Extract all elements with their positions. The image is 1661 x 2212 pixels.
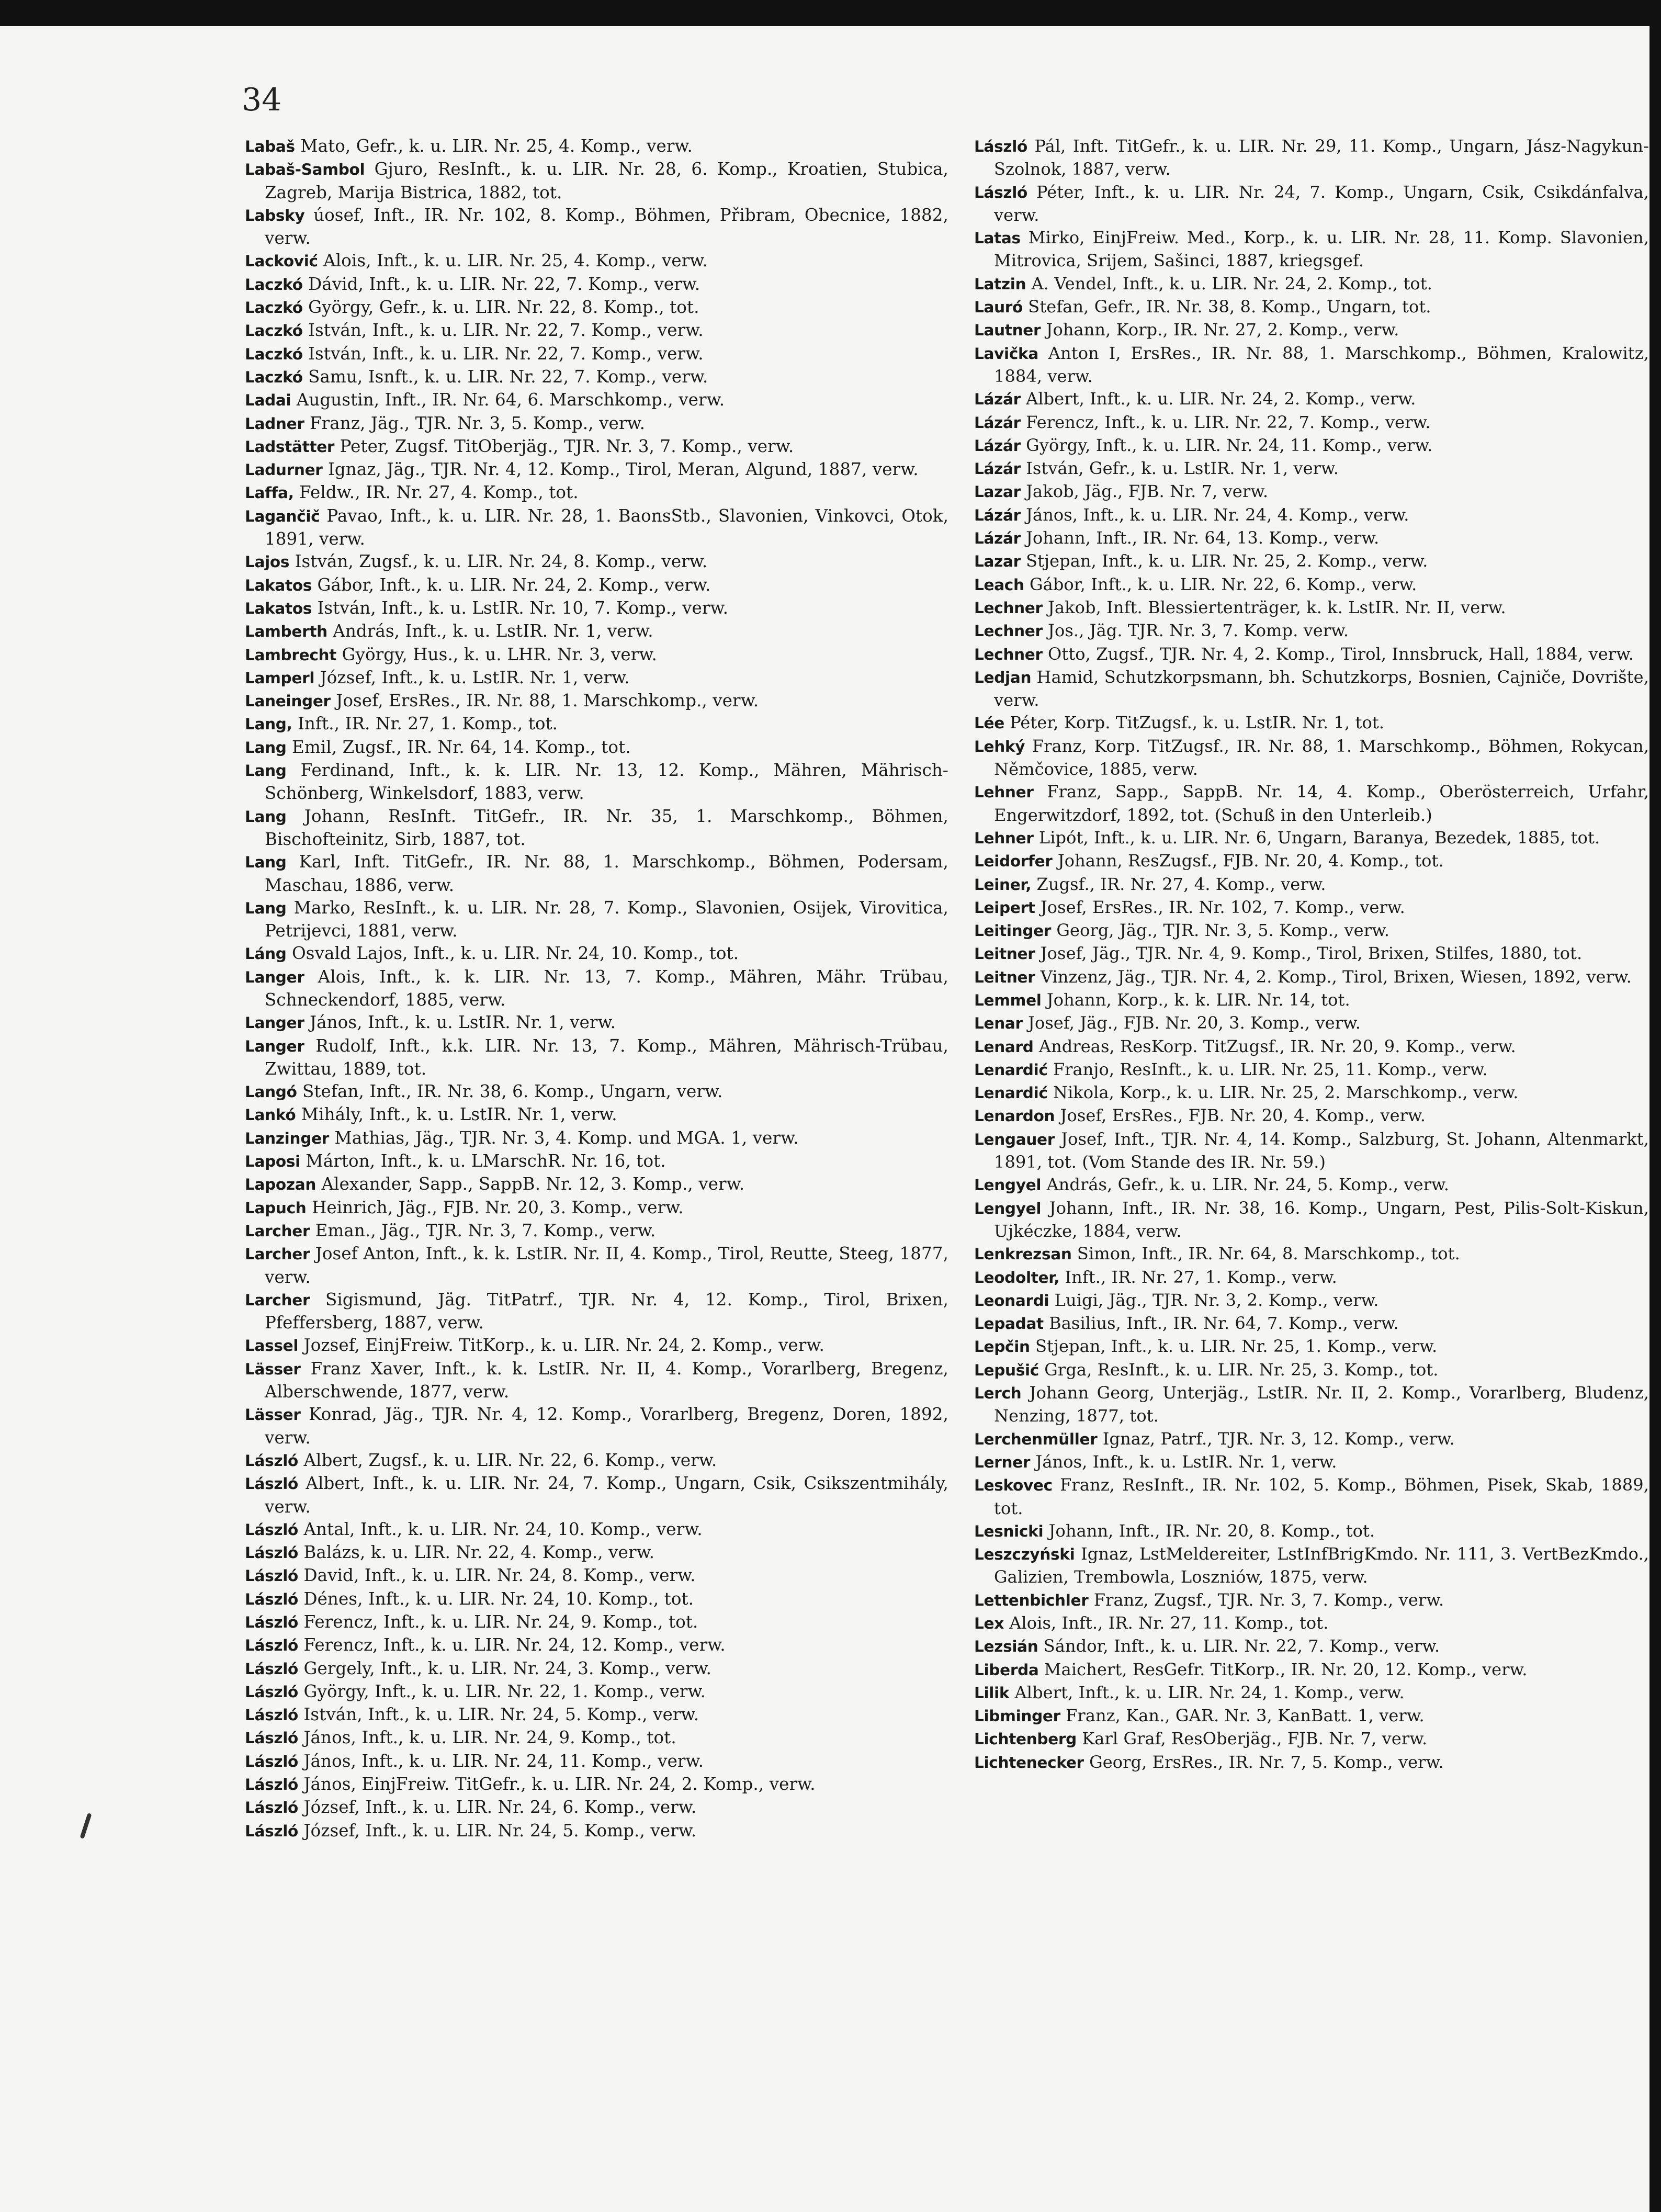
entry-surname: Ledjan: [974, 668, 1032, 686]
entry-details: Josef, Jäg., FJB. Nr. 20, 3. Komp., verw.: [1022, 1013, 1361, 1033]
entry-details: Mathias, Jäg., TJR. Nr. 3, 4. Komp. und MGA. 1, verw.: [329, 1127, 799, 1148]
entry-details: Lipót, Inft., k. u. LIR. Nr. 6, Ungarn, Baranya, Bezedek, 1885, tot.: [1033, 827, 1600, 848]
entry-details: Konrad, Jäg., TJR. Nr. 4, 12. Komp., Vorarlberg, Bregenz, Doren, 1892, verw.: [265, 1404, 948, 1448]
entry-details: Augustin, Inft., IR. Nr. 64, 6. Marschkomp., verw.: [291, 390, 725, 410]
entry-details: Andreas, ResKorp. TitZugsf., IR. Nr. 20, 9. Komp., verw.: [1033, 1036, 1516, 1056]
entry-surname: Lamberth: [245, 623, 327, 641]
entry-surname: Langó: [245, 1083, 297, 1101]
entry-details: Maichert, ResGefr. TitKorp., IR. Nr. 20, 12. Komp., verw.: [1038, 1659, 1528, 1679]
entry-details: Franz, Kan., GAR. Nr. 3, KanBatt. 1, verw.: [1060, 1706, 1425, 1726]
entry-details: Basilius, Inft., IR. Nr. 64, 7. Komp., verw.: [1043, 1313, 1399, 1334]
entry-surname: Larcher: [245, 1222, 310, 1240]
entry-details: János, Inft., k. u. LIR. Nr. 24, 4. Komp., verw.: [1020, 504, 1409, 525]
entry-surname: László: [245, 1706, 299, 1724]
entry-details: Ferdinand, Inft., k. k. LIR. Nr. 13, 12. Komp., Mähren, Mährisch-Schönberg, Winkelsdorf, 1883, verw.: [265, 760, 948, 804]
entry-details: Simon, Inft., IR. Nr. 64, 8. Marschkomp., tot.: [1071, 1244, 1460, 1264]
entry-details: Franz, Jäg., TJR. Nr. 3, 5. Komp., verw.: [304, 413, 645, 433]
entry-surname: Lavička: [974, 344, 1038, 363]
entry-details: Anton I, ErsRes., IR. Nr. 88, 1. Marschkomp., Böhmen, Kralowitz, 1884, verw.: [994, 343, 1649, 386]
entry-details: Ignaz, LstMeldereiter, LstInfBrigKmdo. Nr. 111, 3. VertBezKmdo., Galizien, Trembowla, Loszniów, 1875, verw.: [994, 1544, 1649, 1587]
entry-details: Stefan, Inft., IR. Nr. 38, 6. Komp., Ungarn, verw.: [297, 1081, 723, 1102]
entry-details: Péter, Korp. TitZugsf., k. u. LstIR. Nr. 1, tot.: [1004, 713, 1385, 733]
entry-details: Jos., Jäg. TJR. Nr. 3, 7. Komp. verw.: [1042, 620, 1349, 641]
entry-details: Luigi, Jäg., TJR. Nr. 3, 2. Komp., verw.: [1049, 1290, 1379, 1310]
entry-surname: Leiner,: [974, 875, 1032, 894]
entry-surname: Leidorfer: [974, 852, 1053, 871]
entry-details: János, Inft., k. u. LstIR. Nr. 1, verw.: [1030, 1451, 1337, 1472]
entry-details: Johann, Korp., IR. Nr. 27, 2. Komp., verw.: [1041, 320, 1399, 340]
entry-surname: Ladner: [245, 414, 304, 433]
entry-surname: Lang,: [245, 715, 292, 733]
entry-details: Johann, Korp., k. k. LIR. Nr. 14, tot.: [1041, 989, 1350, 1010]
entry-surname: Lechner: [974, 622, 1043, 640]
entry-surname: Lapuch: [245, 1199, 307, 1217]
entry-details: György, Gefr., k. u. LIR. Nr. 22, 8. Komp., tot.: [302, 297, 699, 318]
entry-details: Albert, Inft., k. u. LIR. Nr. 24, 2. Komp., verw.: [1020, 389, 1416, 409]
entry-surname: Lázár: [974, 390, 1021, 409]
entry-details: Alois, Inft., k. u. LIR. Nr. 25, 4. Komp., verw.: [318, 251, 708, 271]
entry-surname: Lenard: [974, 1037, 1034, 1056]
entry-details: János, EinjFreiw. TitGefr., k. u. LIR. Nr. 24, 2. Komp., verw.: [298, 1774, 816, 1795]
entry-details: Vinzenz, Jäg., TJR. Nr. 4, 2. Komp., Tirol, Brixen, Wiesen, 1892, verw.: [1035, 966, 1632, 987]
entry-surname: Leodolter,: [974, 1268, 1060, 1286]
entry-surname: Leskovec: [974, 1476, 1053, 1495]
entry-details: István, Inft., k. u. LstIR. Nr. 10, 7. Komp., verw.: [312, 597, 729, 618]
entry-details: Karl Graf, ResOberjäg., FJB. Nr. 7, verw.: [1077, 1729, 1428, 1749]
entry-details: Mato, Gefr., k. u. LIR. Nr. 25, 4. Komp., verw.: [295, 136, 693, 156]
entry-surname: Lehký: [974, 737, 1025, 755]
entry-surname: Labsky: [245, 206, 305, 224]
entry-surname: Lang: [245, 738, 287, 757]
entry-surname: Lautner: [974, 321, 1041, 340]
entry-surname: Lazar: [974, 552, 1021, 571]
entry-surname: Laneinger: [245, 692, 331, 710]
entry-details: András, Gefr., k. u. LIR. Nr. 24, 5. Komp., verw.: [1041, 1175, 1449, 1195]
entry-surname: Lang: [245, 762, 287, 780]
entry-surname: Lang: [245, 899, 287, 917]
entry-surname: Lerch: [974, 1384, 1022, 1403]
entry-details: Antal, Inft., k. u. LIR. Nr. 24, 10. Komp., verw.: [298, 1519, 703, 1539]
entry-details: Josef, ErsRes., IR. Nr. 88, 1. Marschkomp., verw.: [330, 691, 759, 711]
entry-surname: Lázár: [974, 460, 1021, 478]
entry-surname: Leitner: [974, 945, 1035, 963]
entry-surname: Lengyel: [974, 1176, 1042, 1194]
entry-surname: Lerner: [974, 1453, 1031, 1471]
entry-surname: Lepčin: [974, 1338, 1030, 1356]
entry-surname: László: [245, 1590, 299, 1608]
entry-surname: Lang: [245, 807, 287, 826]
entry-surname: László: [974, 183, 1028, 201]
entry-surname: Labaš: [245, 138, 295, 155]
entry-details: Georg, Jäg., TJR. Nr. 3, 5. Komp., verw.: [1051, 920, 1390, 941]
entry-details: Gábor, Inft., k. u. LIR. Nr. 22, 6. Komp., verw.: [1024, 574, 1417, 594]
entry-details: Sigismund, Jäg. TitPatrf., TJR. Nr. 4, 12. Komp., Tirol, Brixen, Pfeffersberg, 1887, verw.: [265, 1289, 948, 1333]
entry-surname: Lengauer: [974, 1130, 1055, 1148]
entry-surname: László: [245, 1683, 299, 1701]
entry-surname: Langer: [245, 1014, 304, 1032]
entry-surname: Lajos: [245, 553, 290, 571]
entry-surname: Lilik: [974, 1684, 1010, 1702]
entry-details: Ignaz, Patrf., TJR. Nr. 3, 12. Komp., verw.: [1097, 1428, 1455, 1449]
entry-surname: László: [245, 1799, 299, 1817]
entry-details: Alois, Inft., IR. Nr. 27, 11. Komp., tot.: [1003, 1613, 1329, 1633]
entry-surname: Lagančič: [245, 507, 320, 525]
entry-surname: Laffa,: [245, 484, 294, 502]
entry-surname: Lambrecht: [245, 646, 337, 664]
entry-details: Osvald Lajos, Inft., k. u. LIR. Nr. 24, 10. Komp., tot.: [286, 943, 739, 964]
entry-surname: Lex: [974, 1615, 1004, 1632]
entry-details: Franz, Sapp., SappB. Nr. 14, 4. Komp., Oberösterreich, Urfahr, Engerwitzdorf, 1892, tot. (Schuß in den Unterleib.): [994, 782, 1649, 825]
entry-surname: Lehner: [974, 829, 1034, 847]
entry-details: Heinrich, Jäg., FJB. Nr. 20, 3. Komp., verw.: [306, 1197, 684, 1217]
entry-surname: László: [245, 1567, 299, 1585]
entry-surname: Lässer: [245, 1360, 301, 1378]
entry-surname: Lesnicki: [974, 1522, 1044, 1540]
entry-surname: László: [245, 1637, 299, 1655]
entry-details: Franjo, ResInft., k. u. LIR. Nr. 25, 11. Komp., verw.: [1047, 1059, 1488, 1079]
entry-surname: Lichtenberg: [974, 1730, 1077, 1748]
entry-details: Dávid, Inft., k. u. LIR. Nr. 22, 7. Komp., verw.: [302, 274, 700, 294]
entry-surname: Lanzinger: [245, 1129, 329, 1147]
entry-surname: Ladai: [245, 391, 291, 410]
entry-surname: Lassel: [245, 1337, 299, 1355]
entry-surname: Laczkó: [245, 275, 303, 294]
entry-details: Johann, ResZugsf., FJB. Nr. 20, 4. Komp., tot.: [1052, 851, 1444, 871]
entry-surname: Lezsián: [974, 1638, 1038, 1656]
entry-details: Mirko, EinjFreiw. Med., Korp., k. u. LIR. Nr. 28, 11. Komp. Slavonien, Mitrovica, Srijem, Sašinci, 1887, kriegsgef.: [994, 228, 1649, 271]
entry-details: Johann, Inft., IR. Nr. 64, 13. Komp., verw.: [1020, 528, 1380, 548]
entry-surname: Langer: [245, 968, 304, 986]
entry-details: Albert, Zugsf., k. u. LIR. Nr. 22, 6. Komp., verw.: [298, 1450, 717, 1470]
entry-details: Grga, ResInft., k. u. LIR. Nr. 25, 3. Komp., tot.: [1038, 1359, 1439, 1380]
entry-surname: László: [245, 1544, 299, 1562]
entry-details: Johann Georg, Unterjäg., LstIR. Nr. II, 2. Komp., Vorarlberg, Bludenz, Nenzing, 1877, tot.: [994, 1383, 1649, 1426]
entry-details: Mihály, Inft., k. u. LstIR. Nr. 1, verw.: [296, 1104, 617, 1125]
entry-details: Gábor, Inft., k. u. LIR. Nr. 24, 2. Komp., verw.: [312, 574, 711, 595]
entry-surname: Lapozan: [245, 1176, 317, 1194]
entry-surname: Lenardić: [974, 1060, 1048, 1079]
entry-surname: László: [245, 1752, 299, 1770]
entry-details: Franz, Korp. TitZugsf., IR. Nr. 88, 1. Marschkomp., Böhmen, Rokycan, Němčovice, 1885, verw.: [994, 736, 1649, 780]
entry-surname: Lankó: [245, 1106, 296, 1124]
entry-details: Jozsef, EinjFreiw. TitKorp., k. u. LIR. Nr. 24, 2. Komp., verw.: [298, 1335, 824, 1356]
entry-surname: Latzin: [974, 275, 1026, 293]
entry-surname: Liberda: [974, 1661, 1039, 1679]
entry-details: Nikola, Korp., k. u. LIR. Nr. 25, 2. Marschkomp., verw.: [1047, 1082, 1519, 1103]
entry-surname: Lázár: [974, 436, 1021, 455]
entry-details: András, Inft., k. u. LstIR. Nr. 1, verw.: [327, 621, 653, 641]
entry-details: Josef, Inft., TJR. Nr. 4, 14. Komp., Salzburg, St. Johann, Altenmarkt, 1891, tot. (Vom Stande des IR. Nr. 59.): [994, 1128, 1649, 1172]
entry-details: Ignaz, Jäg., TJR. Nr. 4, 12. Komp., Tirol, Meran, Algund, 1887, verw.: [322, 459, 919, 480]
entry-details: Peter, Zugsf. TitOberjäg., TJR. Nr. 3, 7. Komp., verw.: [334, 436, 794, 456]
entry-details: Josef, ErsRes., IR. Nr. 102, 7. Komp., verw.: [1035, 897, 1405, 917]
entry-details: Johann, Inft., IR. Nr. 38, 16. Komp., Ungarn, Pest, Pilis-Solt-Kiskun, Ujkéczke, 1884, verw.: [994, 1198, 1649, 1241]
entry-details: David, Inft., k. u. LIR. Nr. 24, 8. Komp., verw.: [298, 1565, 696, 1586]
entry-details: Eman., Jäg., TJR. Nr. 3, 7. Komp., verw.: [310, 1220, 656, 1240]
entry-details: István, Inft., k. u. LIR. Nr. 22, 7. Komp., verw.: [302, 320, 704, 341]
entry-surname: Lichtenecker: [974, 1753, 1084, 1771]
entry-surname: László: [245, 1660, 299, 1678]
entry-details: Pavao, Inft., k. u. LIR. Nr. 28, 1. BaonsStb., Slavonien, Vinkovci, Otok, 1891, verw.: [265, 505, 948, 549]
entry-surname: Lacković: [245, 252, 318, 270]
entry-surname: Lehner: [974, 783, 1034, 802]
entry-details: György, Hus., k. u. LHR. Nr. 3, verw.: [336, 644, 657, 664]
entry-details: Hamid, Schutzkorpsmann, bh. Schutzkorps, Bosnien, Cajniče, Dovrište, verw.: [994, 667, 1649, 710]
entry-details: Johann, Inft., IR. Nr. 20, 8. Komp., tot.: [1043, 1520, 1375, 1541]
entry-surname: Lamperl: [245, 669, 315, 687]
entry-surname: Latas: [974, 229, 1021, 247]
entry-surname: Leach: [974, 575, 1024, 594]
entry-surname: László: [245, 1729, 299, 1747]
entry-details: Ferencz, Inft., k. u. LIR. Nr. 22, 7. Komp., verw.: [1020, 412, 1431, 432]
entry-details: Ferencz, Inft., k. u. LIR. Nr. 24, 9. Komp., tot.: [298, 1612, 698, 1632]
entry-surname: Laczkó: [245, 368, 303, 386]
entry-details: Georg, ErsRes., IR. Nr. 7, 5. Komp., verw.: [1083, 1752, 1444, 1772]
entry-details: Inft., IR. Nr. 27, 1. Komp., tot.: [292, 714, 558, 734]
entry-surname: Lenardon: [974, 1107, 1055, 1125]
entry-surname: Lepušić: [974, 1361, 1039, 1379]
entry-details: Alois, Inft., k. k. LIR. Nr. 13, 7. Komp., Mähren, Mähr. Trübau, Schneckendorf, 1885, verw.: [265, 966, 948, 1010]
entry-details: József, Inft., k. u. LIR. Nr. 24, 5. Komp., verw.: [298, 1820, 697, 1841]
entry-details: A. Vendel, Inft., k. u. LIR. Nr. 24, 2. Komp., tot.: [1026, 273, 1433, 294]
entry-details: Gjuro, ResInft., k. u. LIR. Nr. 28, 6. Komp., Kroatien, Stubica, Zagreb, Marija Bistrica, 1882, tot.: [265, 159, 948, 202]
entry-surname: László: [245, 1822, 299, 1840]
entry-surname: Lázár: [974, 506, 1021, 524]
entry-details: Balázs, k. u. LIR. Nr. 22, 4. Komp., verw.: [298, 1542, 655, 1563]
entry-details: Otto, Zugsf., TJR. Nr. 4, 2. Komp., Tirol, Innsbruck, Hall, 1884, verw.: [1042, 644, 1634, 664]
entry-surname: Larcher: [245, 1245, 310, 1263]
entry-details: Josef Anton, Inft., k. k. LstIR. Nr. II, 4. Komp., Tirol, Reutte, Steeg, 1877, verw.: [265, 1244, 948, 1287]
entry-surname: Larcher: [245, 1291, 310, 1309]
entry-details: György, Inft., k. u. LIR. Nr. 24, 11. Komp., verw.: [1020, 435, 1433, 455]
entry-surname: Ladurner: [245, 461, 323, 479]
entry-details: Stjepan, Inft., k. u. LIR. Nr. 25, 2. Komp., verw.: [1020, 551, 1428, 571]
entry-details: Samu, Isnft., k. u. LIR. Nr. 22, 7. Komp., verw.: [302, 366, 708, 387]
entry-details: Jakob, Inft. Blessiertenträger, k. k. LstIR. Nr. II, verw.: [1042, 597, 1506, 617]
entry-details: Ferencz, Inft., k. u. LIR. Nr. 24, 12. Komp., verw.: [298, 1635, 726, 1655]
entry-details: Emil, Zugsf., IR. Nr. 64, 14. Komp., tot.: [286, 737, 631, 757]
entry-surname: Leipert: [974, 898, 1035, 917]
entry-surname: László: [245, 1520, 299, 1539]
entry-details: Albert, Inft., k. u. LIR. Nr. 24, 7. Komp., Ungarn, Csik, Csikszentmihály, verw.: [265, 1473, 948, 1517]
entry-surname: Lazar: [974, 483, 1021, 501]
entry-details: Johann, ResInft. TitGefr., IR. Nr. 35, 1. Marschkomp., Böhmen, Bischofteinitz, Sirb, 1887, tot.: [265, 806, 948, 849]
entry-details: István, Zugsf., k. u. LIR. Nr. 24, 8. Komp., verw.: [289, 551, 708, 572]
entry-details: József, Inft., k. u. LstIR. Nr. 1, verw.: [314, 667, 630, 687]
entry-details: Josef, Jäg., TJR. Nr. 4, 9. Komp., Tirol, Brixen, Stilfes, 1880, tot.: [1035, 943, 1583, 964]
entry-details: Karl, Inft. TitGefr., IR. Nr. 88, 1. Marschkomp., Böhmen, Podersam, Maschau, 1886, verw.: [265, 852, 948, 895]
entry-details: Franz, ResInft., IR. Nr. 102, 5. Komp., Böhmen, Pisek, Skab, 1889, tot.: [994, 1475, 1649, 1518]
entry-details: Péter, Inft., k. u. LIR. Nr. 24, 7. Komp., Ungarn, Csik, Csikdánfalva, verw.: [994, 182, 1649, 225]
entry-surname: László: [974, 138, 1028, 155]
entry-surname: Lechner: [974, 645, 1043, 663]
entry-surname: Lettenbichler: [974, 1591, 1089, 1609]
entry-surname: Lakatos: [245, 576, 312, 594]
entry-surname: Lázár: [974, 413, 1021, 432]
entry-surname: Leitinger: [974, 922, 1052, 940]
entry-details: Josef, ErsRes., FJB. Nr. 20, 4. Komp., verw.: [1055, 1105, 1426, 1126]
entry-surname: Leonardi: [974, 1291, 1049, 1310]
entry-surname: Láng: [245, 945, 287, 963]
entry-details: István, Inft., k. u. LIR. Nr. 24, 5. Komp., verw.: [298, 1705, 699, 1725]
entry-surname: Lengyel: [974, 1199, 1042, 1217]
entry-details: Marko, ResInft., k. u. LIR. Nr. 28, 7. Komp., Slavonien, Osijek, Virovitica, Petrijevci, 1881, verw.: [265, 897, 948, 941]
entry-details: Zugsf., IR. Nr. 27, 4. Komp., verw.: [1031, 874, 1326, 894]
entry-details: Rudolf, Inft., k.k. LIR. Nr. 13, 7. Komp., Mähren, Mährisch-Trübau, Zwittau, 1889, tot.: [265, 1035, 948, 1079]
page-number: 34: [242, 82, 282, 118]
entry-surname: László: [245, 1776, 299, 1794]
entry-details: Feldw., IR. Nr. 27, 4. Komp., tot.: [293, 482, 579, 503]
entry-details: János, Inft., k. u. LIR. Nr. 24, 11. Komp., verw.: [298, 1751, 704, 1771]
entry-surname: Leitner: [974, 968, 1035, 986]
entry-surname: László: [245, 1613, 299, 1631]
entry-details: János, Inft., k. u. LstIR. Nr. 1, verw.: [304, 1012, 616, 1033]
entry-surname: Langer: [245, 1037, 304, 1055]
entry-surname: Laczkó: [245, 299, 303, 317]
entry-details: György, Inft., k. u. LIR. Nr. 22, 1. Komp., verw.: [298, 1681, 706, 1701]
entry-surname: Lang: [245, 853, 287, 872]
entry-surname: Lenar: [974, 1014, 1023, 1033]
entry-surname: Lée: [974, 714, 1004, 732]
entry-surname: Lemmel: [974, 991, 1042, 1009]
entry-surname: Lauró: [974, 298, 1023, 317]
entry-surname: Lenkrezsan: [974, 1245, 1072, 1263]
entry-details: Alexander, Sapp., SappB. Nr. 12, 3. Komp., verw.: [316, 1174, 745, 1194]
entry-surname: Libminger: [974, 1707, 1060, 1725]
entry-details: Franz, Zugsf., TJR. Nr. 3, 7. Komp., verw.: [1088, 1589, 1444, 1610]
entry-details: Jakob, Jäg., FJB. Nr. 7, verw.: [1020, 481, 1269, 502]
entry-details: Pál, Inft. TitGefr., k. u. LIR. Nr. 29, 11. Komp., Ungarn, Jász-Nagykun-Szolnok, 1887, verw.: [994, 136, 1649, 179]
entry-details: Márton, Inft., k. u. LMarschR. Nr. 16, tot.: [300, 1151, 666, 1171]
entry-details: Albert, Inft., k. u. LIR. Nr. 24, 1. Komp., verw.: [1009, 1682, 1405, 1702]
entry-details: János, Inft., k. u. LIR. Nr. 24, 9. Komp., tot.: [298, 1728, 676, 1748]
entry-surname: Lenardić: [974, 1084, 1048, 1102]
entry-surname: Lepadat: [974, 1315, 1044, 1333]
entry-details: Dénes, Inft., k. u. LIR. Nr. 24, 10. Komp., tot.: [298, 1588, 694, 1609]
entry-surname: Lakatos: [245, 599, 312, 617]
entry-details: Sándor, Inft., k. u. LIR. Nr. 22, 7. Komp., verw.: [1038, 1636, 1440, 1656]
entry-surname: Lázár: [974, 529, 1021, 548]
entry-surname: Lechner: [974, 599, 1043, 617]
entry-surname: Leszczyński: [974, 1545, 1075, 1564]
entry-surname: Lerchenmüller: [974, 1430, 1098, 1448]
entry-details: István, Inft., k. u. LIR. Nr. 22, 7. Komp., verw.: [302, 343, 704, 364]
entry-surname: Lässer: [245, 1406, 301, 1424]
entry-surname: Laczkó: [245, 322, 303, 340]
entry-surname: Laposi: [245, 1153, 300, 1171]
entry-details: József, Inft., k. u. LIR. Nr. 24, 6. Komp., verw.: [298, 1797, 697, 1818]
entry-details: úosef, Inft., IR. Nr. 102, 8. Komp., Böhmen, Přibram, Obecnice, 1882, verw.: [265, 205, 948, 249]
entry-details: Stefan, Gefr., IR. Nr. 38, 8. Komp., Ungarn, tot.: [1023, 297, 1431, 317]
entry-surname: Laczkó: [245, 345, 303, 363]
entry-details: Inft., IR. Nr. 27, 1. Komp., verw.: [1059, 1267, 1337, 1287]
entry-details: István, Gefr., k. u. LstIR. Nr. 1, verw.: [1020, 458, 1339, 479]
entry-details: Stjepan, Inft., k. u. LIR. Nr. 25, 1. Komp., verw.: [1030, 1336, 1438, 1357]
entry-surname: László: [245, 1475, 299, 1493]
entry-surname: Labaš-Sambol: [245, 161, 365, 179]
entry-surname: László: [245, 1451, 299, 1470]
entry-details: Franz Xaver, Inft., k. k. LstIR. Nr. II, 4. Komp., Vorarlberg, Bregenz, Alberschwende, 1877, verw.: [265, 1358, 948, 1402]
entry-details: Gergely, Inft., k. u. LIR. Nr. 24, 3. Komp., verw.: [298, 1658, 712, 1678]
entry-surname: Ladstätter: [245, 437, 335, 456]
